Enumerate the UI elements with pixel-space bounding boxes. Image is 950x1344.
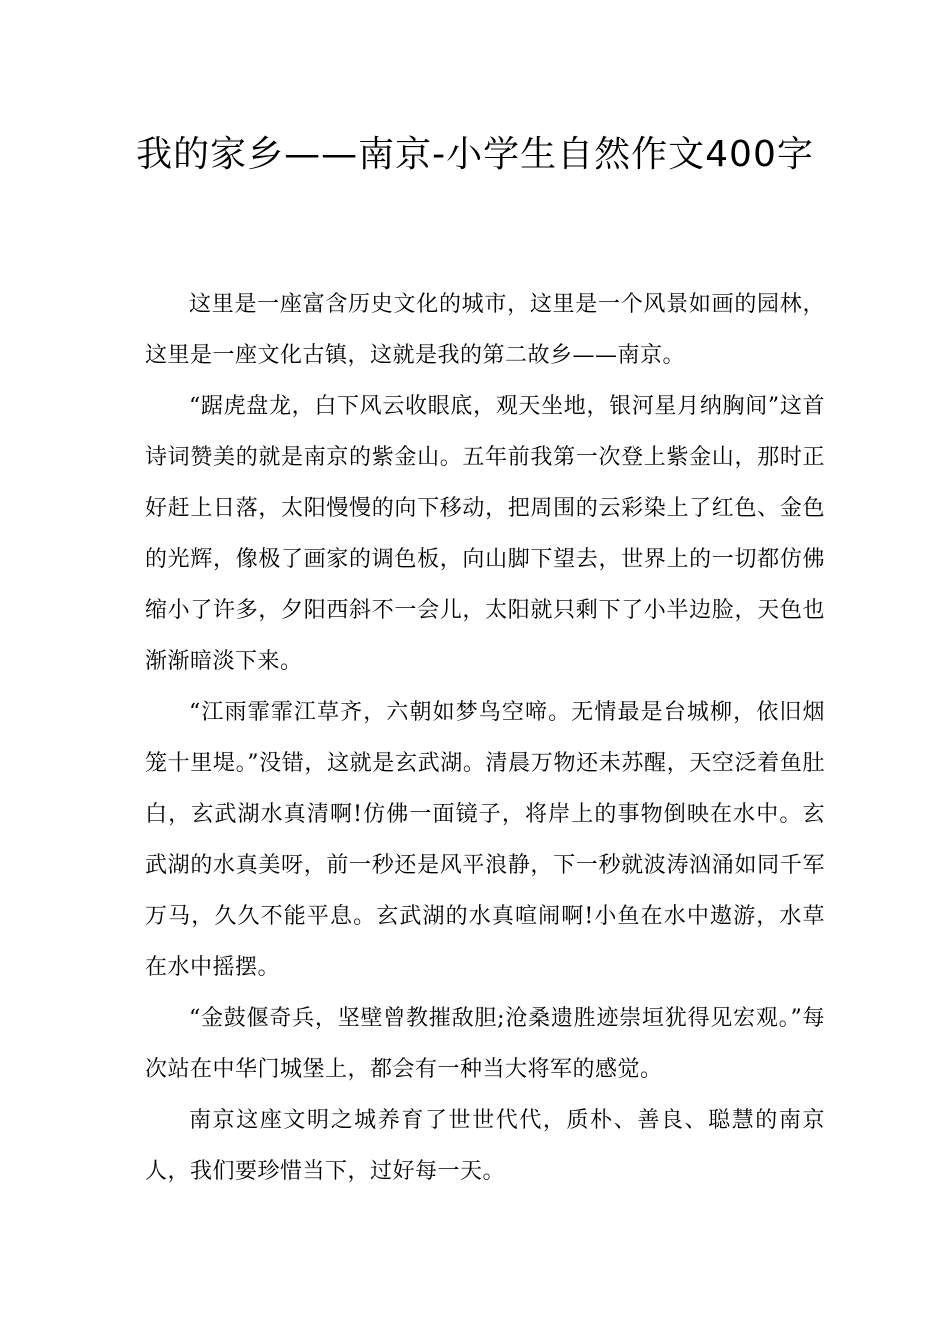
paragraph: 南京这座文明之城养育了世世代代，质朴、善良、聪慧的南京人，我们要珍惜当下，过好每一天。 bbox=[145, 1108, 825, 1184]
paragraph: “江雨霏霏江草齐，六朝如梦鸟空啼。无情最是台城柳，依旧烟笼十里堤。”没错，这就是玄武湖。清晨万物还未苏醒，天空泛着鱼肚白，玄武湖水真清啊!仿佛一面镜子，将岸上的事物倒映在水中。玄武湖的水真美呀，前一秒还是风平浪静，下一秒就波涛汹涌如同千军万马，久久不能平息。玄武湖的水真喧闹啊!小鱼在水中遨游，水草在水中摇摆。 bbox=[145, 700, 825, 980]
paragraph: “踞虎盘龙，白下风云收眼底，观天坐地，银河星月纳胸间”这首诗词赞美的就是南京的紫金山。五年前我第一次登上紫金山，那时正好赶上日落，太阳慢慢的向下移动，把周围的云彩染上了红色、金色的光辉，像极了画家的调色板，向山脚下望去，世界上的一切都仿佛缩小了许多，夕阳西斜不一会儿，太阳就只剩下了小半边脸，天色也渐渐暗淡下来。 bbox=[145, 394, 825, 674]
document-title: 我的家乡——南京-小学生自然作文400字 bbox=[136, 134, 814, 175]
paragraph: 这里是一座富含历史文化的城市，这里是一个风景如画的园林，这里是一座文化古镇，这就是我的第二故乡——南京。 bbox=[145, 292, 825, 368]
document-body bbox=[145, 279, 825, 1197]
paragraph: “金鼓偃奇兵，坚壁曾教摧敌胆;沧桑遗胜迹崇垣犹得见宏观。”每次站在中华门城堡上，都会有一种当大将军的感觉。 bbox=[145, 1006, 825, 1082]
